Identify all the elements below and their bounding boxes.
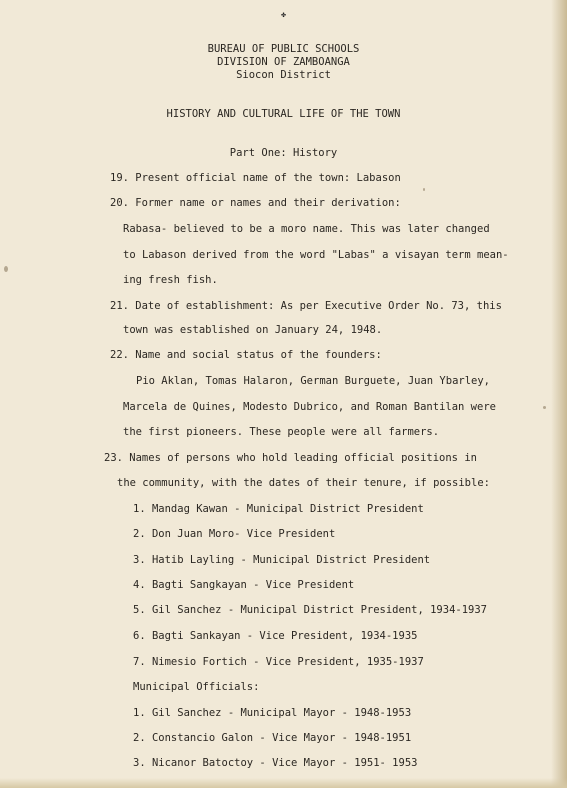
header-division: DIVISION OF ZAMBOANGA [217,56,350,68]
official-item: 2. Don Juan Moro- Vice President [133,528,336,540]
official-item: 4. Bagti Sangkayan - Vice President [133,579,355,591]
punch-hole-mark: ✤ [281,10,286,19]
header-district: Siocon District [236,69,331,81]
question-21-line: town was established on January 24, 1948. [123,324,383,336]
question-20: 20. Former name or names and their derivation: [110,197,401,209]
answer-20-line: Rabasa- believed to be a moro name. This was later changed [123,223,490,235]
municipal-officials-heading: Municipal Officials: [133,681,260,693]
question-21-line: 21. Date of establishment: As per Executive Order No. 73, this [110,300,502,312]
question-19: 19. Present official name of the town: Labason [110,172,401,184]
question-23-line: 23. Names of persons who hold leading official positions in [104,452,477,464]
page-bottom-shadow [0,778,567,788]
answer-20-line: to Labason derived from the word "Labas" a visayan term mean- [123,249,509,261]
municipal-official-item: 3. Nicanor Batoctoy - Vice Mayor - 1951- 1953 [133,757,418,769]
question-22: 22. Name and social status of the founders: [110,349,382,361]
municipal-official-item: 1. Gil Sanchez - Municipal Mayor - 1948-1953 [133,707,412,719]
question-23-line: the community, with the dates of their tenure, if possible: [117,477,490,489]
official-item: 6. Bagti Sankayan - Vice President, 1934-1935 [133,630,418,642]
paper-smudge [423,188,425,191]
document-title: HISTORY AND CULTURAL LIFE OF THE TOWN [166,108,401,120]
paper-smudge [543,406,546,409]
answer-22-line: Pio Aklan, Tomas Halaron, German Burguete, Juan Ybarley, [136,375,491,387]
answer-20-line: ing fresh fish. [123,274,218,286]
official-item: 3. Hatib Layling - Municipal District President [133,554,431,566]
official-item: 7. Nimesio Fortich - Vice President, 1935-1937 [133,656,424,668]
official-item: 1. Mandag Kawan - Municipal District President [133,503,424,515]
answer-22-line: the first pioneers. These people were all farmers. [123,426,440,438]
answer-22-line: Marcela de Quines, Modesto Dubrico, and Roman Bantilan were [123,401,496,413]
official-item: 5. Gil Sanchez - Municipal District President, 1934-1937 [133,604,488,616]
part-title: Part One: History [229,147,338,159]
header-bureau: BUREAU OF PUBLIC SCHOOLS [207,43,360,55]
municipal-official-item: 2. Constancio Galon - Vice Mayor - 1948-1951 [133,732,412,744]
paper-smudge [4,266,8,272]
